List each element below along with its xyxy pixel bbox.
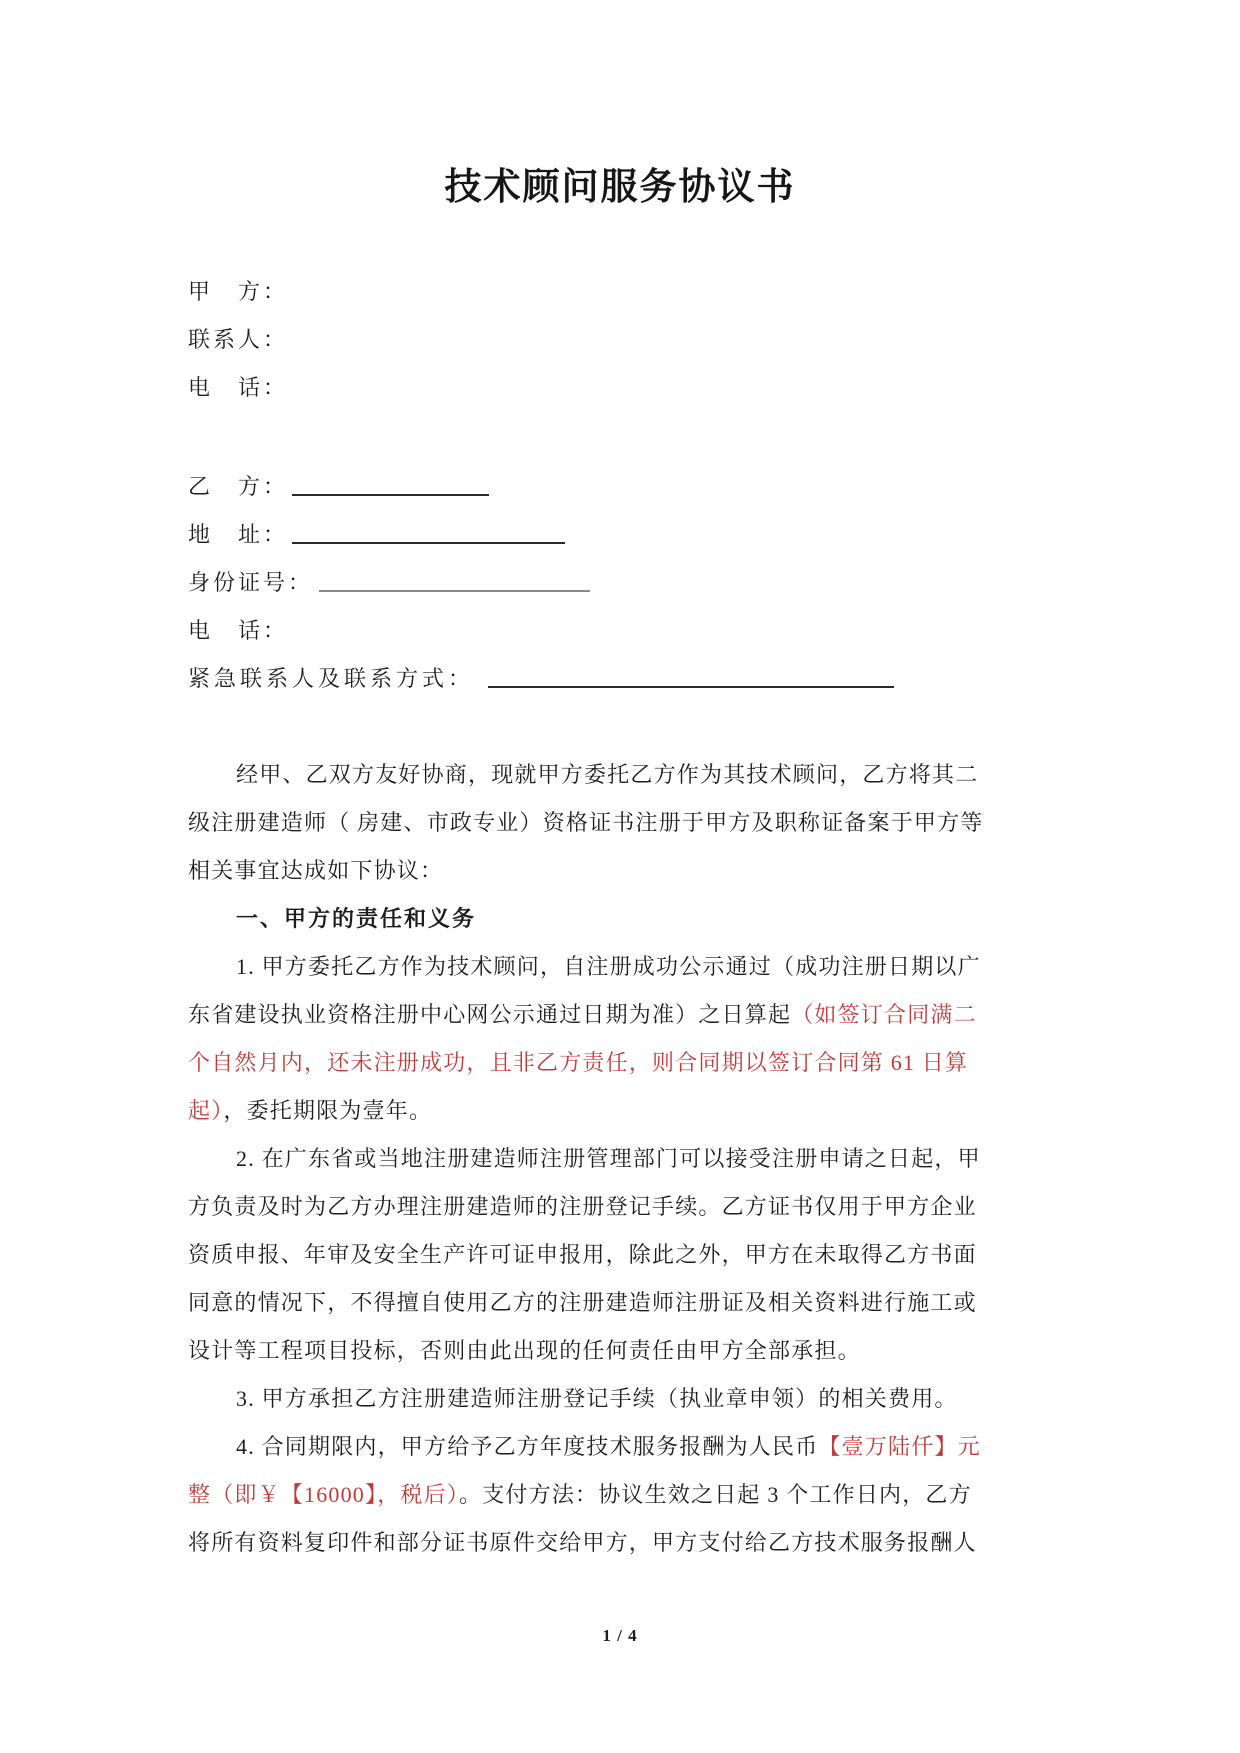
party-b-label: 乙 方： bbox=[188, 473, 289, 499]
document-title: 技术顾问服务协议书 bbox=[444, 166, 796, 207]
highlighted-text-segment: 整（即￥【16000】，税后） bbox=[188, 1482, 460, 1507]
text-segment: 资质申报、年审及安全生产许可证申报用，除此之外，甲方在未取得乙方书面 bbox=[188, 1242, 977, 1267]
text-segment: 东省建设执业资格注册中心网公示通过日期为准）之日算起 bbox=[188, 1002, 792, 1027]
text-segment: 方负责及时为乙方办理注册建造师的注册登记手续。乙方证书仅用于甲方企业 bbox=[188, 1194, 977, 1219]
paragraph-line bbox=[188, 847, 1074, 895]
paragraph-line bbox=[188, 991, 1074, 1039]
party-b-address-fill-line bbox=[292, 509, 565, 544]
text-segment: 将所有资料复印件和部分证书原件交给甲方，甲方支付给乙方技术服务报酬人 bbox=[188, 1530, 977, 1555]
party-b-fill-line bbox=[292, 461, 489, 496]
field-row-party-a-contact bbox=[188, 314, 288, 362]
paragraph-line bbox=[188, 1375, 1074, 1423]
text-segment: ，委托期限为壹年。 bbox=[223, 1098, 433, 1123]
paragraph-line bbox=[188, 1135, 1074, 1183]
party-a-fields bbox=[188, 266, 288, 410]
field-row-party-a bbox=[188, 266, 288, 314]
paragraph-line bbox=[188, 895, 1074, 943]
party-b-id-fill-line bbox=[319, 557, 590, 592]
party-b-address-label: 地 址： bbox=[188, 521, 289, 547]
text-segment: 级注册建造师（ 房建、市政专业）资格证书注册于甲方及职称证备案于甲方等 bbox=[188, 810, 984, 835]
emergency-contact-label: 紧急联系人及联系方式： bbox=[188, 665, 475, 691]
text-segment: 经甲、乙双方友好协商，现就甲方委托乙方作为其技术顾问，乙方将其二 bbox=[236, 762, 979, 787]
section-heading: 一、甲方的责任和义务 bbox=[236, 906, 477, 931]
page-number: 1 / 4 bbox=[602, 1626, 638, 1645]
paragraph-line bbox=[188, 1279, 1074, 1327]
paragraph-line bbox=[188, 1471, 1074, 1519]
paragraph-line bbox=[188, 799, 1074, 847]
highlighted-text-segment: 【壹万陆仟】元 bbox=[818, 1434, 981, 1459]
field-row-party-b bbox=[188, 461, 894, 509]
highlighted-text-segment: 个自然月内，还未注册成功，且非乙方责任，则合同期以签订合同第 61 日算 bbox=[188, 1050, 969, 1075]
emergency-contact-fill-line bbox=[488, 653, 894, 688]
field-row-party-b-phone bbox=[188, 605, 894, 653]
paragraph-line bbox=[188, 943, 1074, 991]
text-segment: 4. 合同期限内，甲方给予乙方年度技术服务报酬为人民币 bbox=[236, 1434, 819, 1459]
text-segment: 3. 甲方承担乙方注册建造师注册登记手续（执业章申领）的相关费用。 bbox=[236, 1386, 958, 1411]
paragraph-line bbox=[188, 1087, 1074, 1135]
field-row-party-b-id bbox=[188, 557, 894, 605]
text-segment: 。支付方法：协议生效之日起 3 个工作日内，乙方 bbox=[459, 1482, 972, 1507]
agreement-body bbox=[188, 751, 1074, 1567]
field-row-emergency-contact bbox=[188, 653, 894, 701]
highlighted-text-segment: （如签订合同满二 bbox=[791, 1002, 977, 1027]
paragraph-line bbox=[188, 1519, 1074, 1567]
paragraph-line bbox=[188, 1039, 1074, 1087]
highlighted-text-segment: 起） bbox=[188, 1098, 224, 1123]
paragraph-line bbox=[188, 1231, 1074, 1279]
party-a-label: 甲 方： bbox=[188, 278, 289, 304]
party-b-phone-label: 电 话： bbox=[188, 617, 289, 643]
field-row-party-a-phone bbox=[188, 362, 288, 410]
party-a-phone-label: 电 话： bbox=[188, 374, 289, 400]
text-segment: 设计等工程项目投标，否则由此出现的任何责任由甲方全部承担。 bbox=[188, 1338, 861, 1363]
text-segment: 相关事宜达成如下协议： bbox=[188, 858, 444, 883]
text-segment: 1. 甲方委托乙方作为技术顾问，自注册成功公示通过（成功注册日期以广 bbox=[236, 954, 981, 979]
paragraph-line bbox=[188, 1423, 1074, 1471]
text-segment: 同意的情况下，不得擅自使用乙方的注册建造师注册证及相关资料进行施工或 bbox=[188, 1290, 977, 1315]
party-b-id-label: 身份证号： bbox=[188, 569, 314, 595]
party-a-contact-label: 联系人： bbox=[188, 326, 289, 352]
paragraph-line bbox=[188, 1327, 1074, 1375]
paragraph-line bbox=[188, 751, 1074, 799]
party-b-fields bbox=[188, 461, 894, 701]
text-segment: 2. 在广东省或当地注册建造师注册管理部门可以接受注册申请之日起，甲 bbox=[236, 1146, 981, 1171]
field-row-party-b-address bbox=[188, 509, 894, 557]
paragraph-line bbox=[188, 1183, 1074, 1231]
